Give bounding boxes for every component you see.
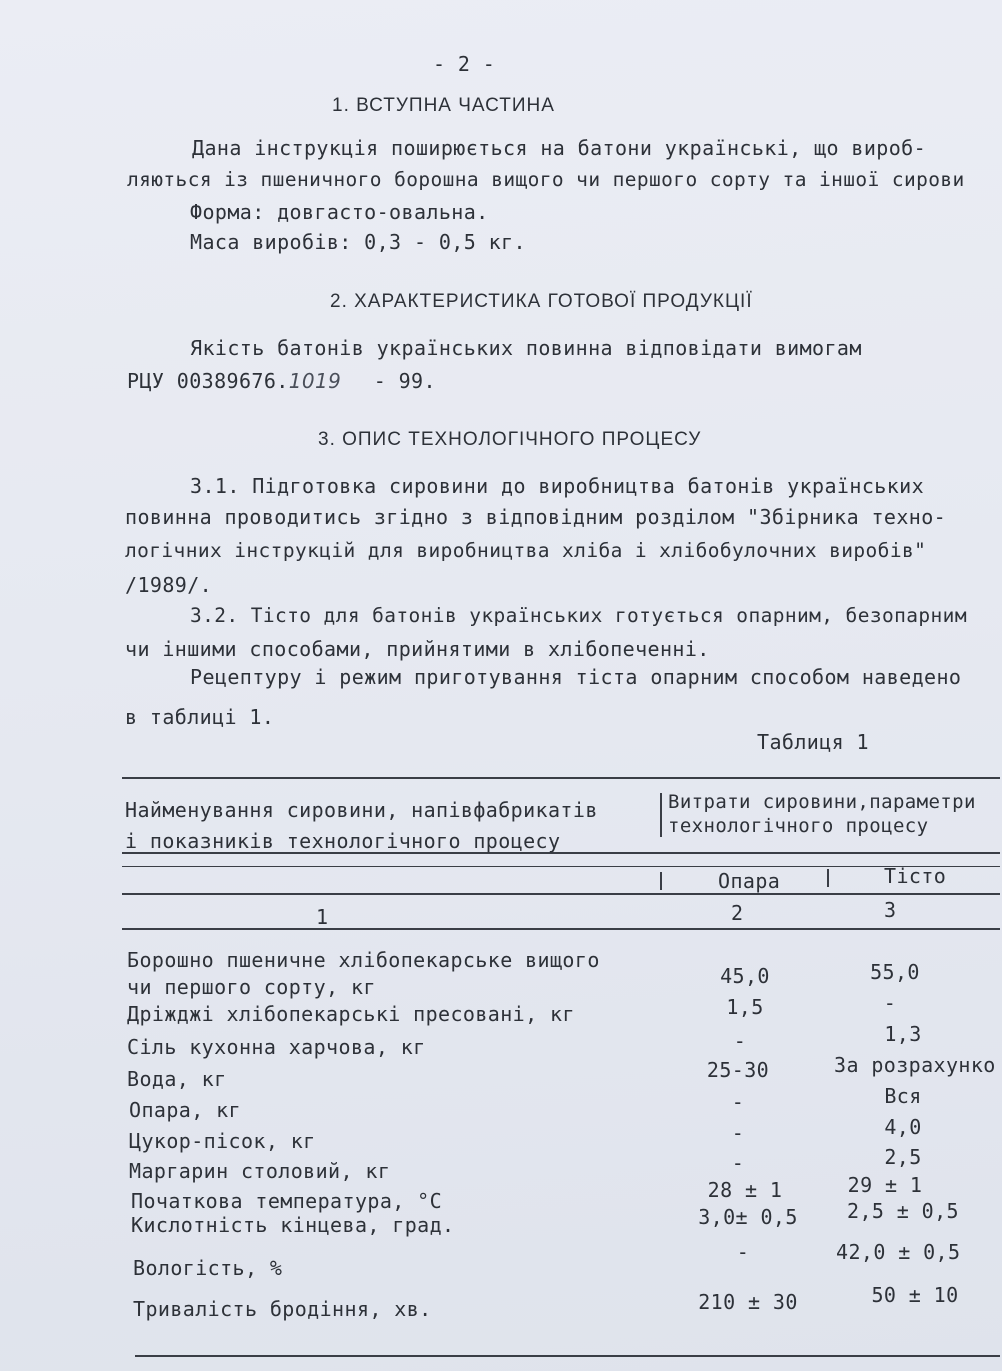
page-number: - 2 - [433, 52, 496, 76]
row-tisto: 42,0 ± 0,5 [836, 1240, 961, 1264]
row-opara: 45,0 [720, 964, 770, 988]
row-name: Кислотність кінцева, град. [131, 1213, 455, 1237]
section-3-text-line: 3.1. Підготовка сировини до виробництва батонів українських [190, 474, 925, 498]
row-opara: - [731, 1151, 745, 1175]
row-name: чи першого сорту, кг [127, 975, 376, 999]
row-opara: 25-30 [706, 1058, 770, 1082]
row-tisto: 50 ± 10 [871, 1283, 959, 1307]
section-3-text-line: повинна проводитись згідно з відповідним розділом "Збірника техно- [125, 505, 947, 529]
section-3-text-line: чи іншими способами, прийнятими в хлібопеченні. [125, 637, 710, 661]
table-numbering-rule [122, 928, 1000, 930]
row-opara: - [736, 1240, 750, 1264]
header-col1-line: Найменування сировини, напівфабрикатів [125, 798, 598, 822]
table-subheader-divider [660, 872, 662, 890]
header-col2-line: Витрати сировини,параметри [668, 791, 976, 813]
row-name: Дріжджі хлібопекарські пресовані, кг [127, 1002, 575, 1026]
row-name: Тривалість бродіння, хв. [133, 1297, 432, 1321]
section-1-text-line: ляються із пшеничного борошна вищого чи першого сорту та іншої сирови [127, 168, 965, 191]
section-2-reference [127, 369, 436, 393]
row-name: Вологість, % [133, 1256, 283, 1280]
section-1-heading: 1. ВСТУПНА ЧАСТИНА [332, 95, 555, 116]
row-opara: 1,5 [726, 995, 764, 1019]
reference-code: РЦУ 00389676. [127, 369, 289, 393]
row-tisto: 2,5 [884, 1145, 922, 1169]
row-tisto: - [883, 991, 897, 1015]
row-name: Борошно пшеничне хлібопекарське вищого [127, 948, 600, 972]
column-number-1: 1 [316, 905, 329, 929]
section-3-text-line: /1989/. [125, 573, 213, 597]
row-tisto: 2,5 ± 0,5 [847, 1199, 959, 1223]
table-header-divider [660, 793, 662, 837]
row-name: Вода, кг [127, 1067, 227, 1091]
section-3-text-line: 3.2. Тісто для батонів українських готується опарним, безопарним [190, 604, 967, 627]
reference-year: - 99. [373, 369, 436, 393]
handwritten-number: 1019 [288, 369, 342, 393]
product-form: Форма: довгасто-овальна. [190, 200, 489, 224]
section-2-heading: 2. ХАРАКТЕРИСТИКА ГОТОВОЇ ПРОДУКЦІЇ [330, 291, 753, 312]
row-name: Опара, кг [129, 1098, 241, 1122]
row-opara: 28 ± 1 [707, 1178, 783, 1202]
row-opara: - [731, 1090, 745, 1114]
section-1-text-line: Дана інструкція поширюється на батони українські, що вироб- [192, 136, 927, 160]
section-3-text-line: Рецептуру і режим приготування тіста опарним способом наведено [190, 665, 962, 689]
section-3-text-line: логічних інструкцій для виробництва хліба і хлібобулочних виробів" [125, 539, 927, 562]
table-subheader-rule [122, 893, 1000, 895]
row-tisto: Вся [884, 1084, 922, 1108]
row-tisto: 29 ± 1 [847, 1173, 923, 1197]
row-tisto: 1,3 [884, 1022, 922, 1046]
column-number-3: 3 [884, 898, 897, 922]
product-mass: Маса виробів: 0,3 - 0,5 кг. [190, 230, 526, 254]
section-3-heading: 3. ОПИС ТЕХНОЛОГІЧНОГО ПРОЦЕСУ [318, 429, 702, 450]
row-tisto: 4,0 [884, 1115, 922, 1139]
row-opara: - [733, 1029, 747, 1053]
table-bottom-rule [135, 1355, 1000, 1357]
column-number-2: 2 [731, 901, 744, 925]
section-3-text-line: в таблиці 1. [125, 705, 275, 729]
section-2-text-line: Якість батонів українських повинна відповідати вимогам [190, 336, 862, 360]
header-col1-line: і показників технологічного процесу [125, 829, 561, 853]
table-top-rule [122, 777, 1000, 779]
table-caption: Таблиця 1 [757, 730, 869, 754]
row-name: Початкова температура, °С [131, 1189, 443, 1213]
subheader-opara: Опара [718, 869, 781, 893]
table-subheader-rule-thin [122, 866, 1000, 867]
row-opara: 210 ± 30 [698, 1290, 798, 1314]
row-tisto: За розрахунко [834, 1053, 996, 1077]
row-name: Маргарин столовий, кг [129, 1159, 391, 1183]
header-col2-line: технологічного процесу [668, 815, 929, 837]
row-opara: - [731, 1121, 745, 1145]
row-opara: 3,0± 0,5 [698, 1205, 798, 1229]
row-tisto: 55,0 [870, 960, 920, 984]
row-name: Цукор-пісок, кг [129, 1129, 316, 1153]
subheader-tisto: Тісто [884, 864, 947, 888]
table-subheader-divider [827, 869, 829, 887]
row-name: Сіль кухонна харчова, кг [127, 1035, 426, 1059]
